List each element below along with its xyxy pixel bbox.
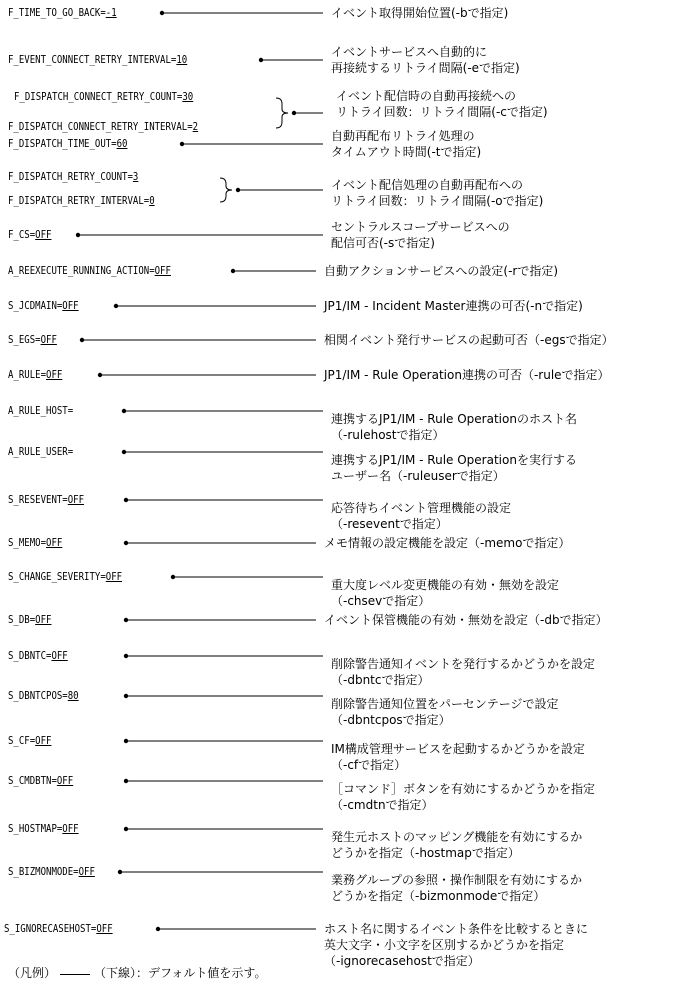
- option-description: [324, 367, 610, 383]
- description-line: ユーザー名（-ruleuserで指定）: [331, 469, 505, 483]
- option-description: [324, 263, 558, 279]
- option-key-name: F_DISPATCH_CONNECT_RETRY_COUNT=: [14, 90, 183, 103]
- default-value: OFF: [56, 774, 74, 787]
- option-description: [331, 177, 543, 209]
- option-key-name: A_RULE_HOST=: [8, 404, 74, 417]
- default-value: OFF: [96, 922, 113, 935]
- connector-dot: [124, 498, 128, 502]
- default-value: OFF: [62, 299, 79, 312]
- connector-dot: [124, 739, 128, 743]
- description-line: メモ情報の設定機能を設定（-memoで指定）: [324, 536, 571, 550]
- option-description: [324, 612, 608, 628]
- description-line: JP1/IM - Incident Master連携の可否(-nで指定): [324, 299, 583, 313]
- option-key: [8, 264, 171, 277]
- description-line: 自動再配布リトライ処理の: [331, 129, 475, 143]
- connector-dot: [160, 11, 164, 15]
- default-value: 30: [182, 90, 194, 103]
- option-description: [336, 88, 548, 120]
- description-line: 重大度レベル変更機能の有効・無効を設定: [331, 578, 560, 592]
- connector-dot: [80, 338, 84, 342]
- description-line: 連携するJP1/IM - Rule Operationのホスト名: [331, 412, 577, 426]
- option-key: [8, 445, 73, 458]
- default-value: OFF: [67, 493, 85, 506]
- default-value: OFF: [46, 368, 63, 381]
- description-line: イベント保管機能の有効・無効を設定（-dbで指定）: [324, 613, 608, 627]
- default-value: OFF: [40, 333, 57, 346]
- option-key: [8, 536, 62, 549]
- description-line: セントラルスコープサービスへの: [331, 220, 510, 234]
- option-description: [324, 535, 570, 551]
- default-value: OFF: [35, 734, 52, 747]
- option-key: [8, 404, 73, 417]
- option-key-name: A_RULE=: [8, 368, 47, 381]
- option-description: [331, 44, 520, 76]
- connector-dot: [124, 779, 128, 783]
- connector-dot: [124, 618, 128, 622]
- connector-dot: [236, 188, 240, 192]
- connector-dot: [122, 409, 126, 413]
- connector-dot: [156, 927, 160, 931]
- brace-connect-retry: [276, 98, 288, 128]
- description-line: （-rulehostで指定）: [331, 428, 445, 442]
- description-line: （-chsevで指定）: [331, 594, 431, 608]
- description-line: どうかを指定（-bizmonmodeで指定）: [331, 889, 546, 903]
- description-line: 削除警告通知イベントを発行するかどうかを設定: [331, 657, 596, 671]
- option-description: [324, 921, 588, 969]
- description-line: （-dbntcposで指定）: [331, 713, 451, 727]
- default-value: 2: [192, 120, 199, 133]
- description-line: 配信可否(-sで指定): [331, 236, 435, 250]
- option-description: [324, 298, 583, 314]
- option-key: [8, 228, 51, 241]
- option-key-name: S_JCDMAIN=: [8, 299, 63, 312]
- option-key-name: F_TIME_TO_GO_BACK=: [8, 6, 106, 19]
- connector-dot: [124, 694, 128, 698]
- description-line: タイムアウト時間(-tで指定): [331, 145, 482, 159]
- option-key-name: S_EGS=: [8, 333, 41, 346]
- connector-dot: [124, 654, 128, 658]
- description-line: イベント配信時の自動再接続への: [336, 89, 517, 103]
- description-line: イベント取得開始位置(-bで指定): [331, 6, 509, 20]
- default-value: OFF: [78, 865, 95, 878]
- option-key: [8, 333, 57, 346]
- connector-dot: [292, 111, 296, 115]
- option-key: [8, 734, 51, 747]
- option-key-name: S_DBNTCPOS=: [8, 689, 68, 702]
- option-description: [331, 411, 577, 443]
- option-key-name: F_DISPATCH_RETRY_INTERVAL=: [8, 194, 150, 207]
- description-line: （-cmdtnで指定）: [331, 798, 434, 812]
- option-key-name: F_EVENT_CONNECT_RETRY_INTERVAL=: [8, 53, 177, 66]
- option-key-name: A_RULE_USER=: [8, 445, 74, 458]
- description-line: リトライ回数：リトライ間隔(-cで指定): [336, 105, 548, 119]
- option-description: [331, 696, 559, 728]
- description-line: IM構成管理サービスを起動するかどうかを設定: [331, 742, 585, 756]
- option-key: [8, 570, 122, 583]
- option-description: [331, 872, 582, 904]
- option-key: [14, 90, 193, 103]
- default-value: 0: [149, 194, 155, 207]
- option-key: [8, 137, 127, 150]
- option-key-name: F_DISPATCH_RETRY_COUNT=: [8, 170, 133, 183]
- option-description: [331, 452, 577, 484]
- option-description: [331, 500, 511, 532]
- default-value: 10: [176, 53, 188, 66]
- description-line: イベント配信処理の自動再配布への: [331, 178, 524, 192]
- option-description: [331, 781, 595, 813]
- option-key-name: S_IGNORECASEHOST=: [4, 922, 97, 935]
- option-key-name: S_CF=: [8, 734, 36, 747]
- default-value: OFF: [35, 228, 52, 241]
- option-key-name: A_REEXECUTE_RUNNING_ACTION=: [8, 264, 155, 277]
- legend-mark: （下線）: [94, 966, 137, 980]
- option-key-name: S_CMDBTN=: [8, 774, 57, 787]
- description-line: 業務グループの参照・操作制限を有効にするか: [331, 873, 583, 887]
- default-value: OFF: [46, 536, 63, 549]
- option-key: [8, 865, 95, 878]
- option-key: [8, 649, 68, 662]
- option-key: [8, 120, 198, 133]
- option-description: [331, 577, 559, 609]
- description-line: 発生元ホストのマッピング機能を有効にするか: [331, 830, 583, 844]
- legend-text: ：デフォルト値を示す。: [136, 966, 267, 980]
- option-key: [8, 194, 155, 207]
- default-value: 80: [67, 689, 79, 702]
- connector-dot: [98, 373, 102, 377]
- option-key-name: F_DISPATCH_CONNECT_RETRY_INTERVAL=: [8, 120, 193, 133]
- legend-prefix: （凡例）: [8, 966, 57, 980]
- option-key: [8, 822, 79, 835]
- description-line: 自動アクションサービスへの設定(-rで指定): [324, 264, 559, 278]
- brace-dispatch-retry: [220, 178, 232, 202]
- option-key: [8, 613, 51, 626]
- option-key-name: S_RESEVENT=: [8, 493, 68, 506]
- description-line: 応答待ちイベント管理機能の設定: [331, 501, 512, 515]
- connector-dot: [114, 304, 118, 308]
- default-value: 3: [132, 170, 139, 183]
- default-value: OFF: [35, 613, 52, 626]
- description-line: どうかを指定（-hostmapで指定）: [331, 846, 520, 860]
- description-line: 再接続するリトライ間隔(-eで指定): [331, 61, 520, 75]
- connector-dot: [76, 233, 80, 237]
- option-key: [8, 774, 73, 787]
- option-description: [331, 656, 595, 688]
- option-key: [8, 6, 117, 19]
- option-description: [331, 219, 510, 251]
- description-line: 相関イベント発行サービスの起動可否（-egsで指定）: [324, 333, 614, 347]
- connector-dot: [180, 142, 184, 146]
- description-line: （-ignorecasehostで指定）: [324, 954, 480, 968]
- option-key-name: S_MEMO=: [8, 536, 47, 549]
- description-line: 英大文字・小文字を区別するかどうかを指定: [324, 938, 565, 952]
- option-key-name: F_CS=: [8, 228, 36, 241]
- description-line: イベントサービスへ自動的に: [331, 45, 488, 59]
- description-line: 削除警告通知位置をパーセンテージで設定: [331, 697, 559, 711]
- default-value: OFF: [51, 649, 68, 662]
- option-description: [331, 128, 481, 160]
- option-description: [324, 332, 614, 348]
- option-key-name: S_BIZMONMODE=: [8, 865, 79, 878]
- option-description: [331, 741, 585, 773]
- option-key: [4, 922, 113, 935]
- option-description: [331, 829, 582, 861]
- option-key: [8, 53, 187, 66]
- description-line: ホスト名に関するイベント条件を比較するときに: [324, 922, 589, 936]
- default-value: 60: [116, 137, 128, 150]
- connector-dot: [118, 870, 122, 874]
- option-key: [8, 689, 79, 702]
- connector-dot: [124, 541, 128, 545]
- description-line: ［コマンド］ボタンを有効にするかどうかを指定: [331, 782, 596, 796]
- option-key-name: S_DBNTC=: [8, 649, 52, 662]
- connector-dot: [171, 575, 175, 579]
- option-key: [8, 493, 84, 506]
- option-key-name: S_CHANGE_SEVERITY=: [8, 570, 106, 583]
- option-key-name: S_HOSTMAP=: [8, 822, 63, 835]
- connector-dot: [124, 827, 128, 831]
- option-key-name: F_DISPATCH_TIME_OUT=: [8, 137, 117, 150]
- description-line: リトライ回数：リトライ間隔(-oで指定): [331, 194, 544, 208]
- connector-dot: [259, 58, 263, 62]
- connector-dot: [231, 269, 235, 273]
- description-line: （-dbntcで指定）: [331, 673, 430, 687]
- connector-dot: [122, 450, 126, 454]
- legend: [8, 964, 266, 981]
- default-value: OFF: [105, 570, 123, 583]
- default-value: OFF: [154, 264, 171, 277]
- option-key: [8, 299, 79, 312]
- option-key-name: S_DB=: [8, 613, 36, 626]
- default-value: OFF: [62, 822, 79, 835]
- option-description: [331, 5, 508, 21]
- default-value: -1: [105, 6, 117, 19]
- option-key: [8, 170, 138, 183]
- underline-sample: [60, 974, 90, 975]
- description-line: （-cfで指定）: [331, 758, 407, 772]
- description-line: JP1/IM - Rule Operation連携の可否（-ruleで指定）: [324, 368, 610, 382]
- description-line: 連携するJP1/IM - Rule Operationを実行する: [331, 453, 577, 467]
- option-key: [8, 368, 62, 381]
- description-line: （-reseventで指定）: [331, 517, 448, 531]
